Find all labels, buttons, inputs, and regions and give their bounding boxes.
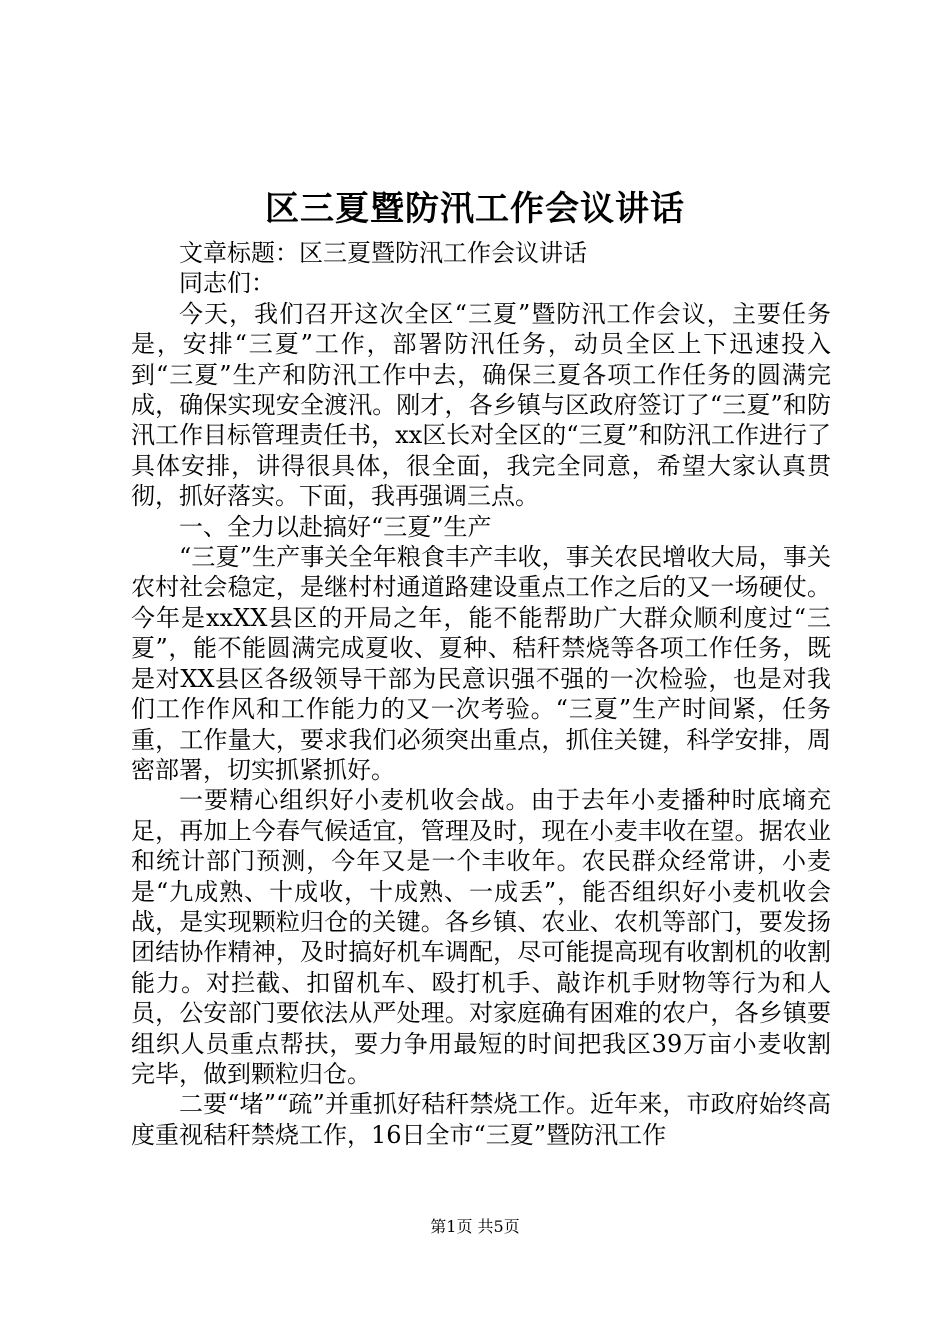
paragraph-wheat-harvest: 一要精心组织好小麦机收会战。由于去年小麦播种时底墒充足，再加上今春气候适宜，管理及时，现在小麦丰收在望。据农业和统计部门预测，今年又是一个丰收年。农民群众经常讲，小麦是“九成熟、十成收，十成熟、一成丢”，能否组织好小麦机收会战，是实现颗粒归仓的关键。各乡镇、农业、农机等部门，要发扬团结协作精神，及时搞好机车调配，尽可能提高现有收割机的收割能力。对拦截、扣留机车、殴打机手、敲诈机手财物等行为和人员，公安部门要依法从严处理。对家庭确有困难的农户，各乡镇要组织人员重点帮扶，要力争用最短的时间把我区39万亩小麦收割完毕，做到颗粒归仓。 [131, 786, 831, 1088]
paragraph-intro: 今天，我们召开这次全区“三夏”暨防汛工作会议，主要任务是，安排“三夏”工作，部署防汛任务，动员全区上下迅速投入到“三夏”生产和防汛工作中去，确保三夏各项工作任务的圆满完成，确保实现安全渡汛。刚才，各乡镇与区政府签订了“三夏”和防汛工作目标管理责任书，xx区长对全区的“三夏”和防汛工作进行了具体安排，讲得很具体，很全面，我完全同意，希望大家认真贯彻，抓好落实。下面，我再强调三点。 [131, 299, 831, 511]
paragraph-section-1: “三夏”生产事关全年粮食丰产丰收，事关农民增收大局，事关农村社会稳定，是继村村通道路建设重点工作之后的又一场硬仗。今年是xxXX县区的开局之年，能不能帮助广大群众顺利度过“三夏”，能不能圆满完成夏收、夏种、秸秆禁烧等各项工作任务，既是对XX县区各级领导干部为民意识强不强的一次检验，也是对我们工作作风和工作能力的又一次考验。“三夏”生产时间紧，任务重，工作量大，要求我们必须突出重点，抓住关键，科学安排，周密部署，切实抓紧抓好。 [131, 543, 831, 784]
salutation: 同志们： [179, 269, 275, 298]
section-heading-1: 一、全力以赴搞好“三夏”生产 [179, 512, 492, 541]
paragraph-straw-burning: 二要“堵”“疏”并重抓好秸秆禁烧工作。近年来，市政府始终高度重视秸秆禁烧工作，16日全市“三夏”暨防汛工作 [131, 1090, 831, 1149]
document-title: 区三夏暨防汛工作会议讲话 [265, 189, 685, 229]
document-body [131, 238, 831, 1150]
article-title-line: 文章标题：区三夏暨防汛工作会议讲话 [179, 239, 587, 267]
page-number: 第1页 共5页 [430, 1217, 520, 1236]
